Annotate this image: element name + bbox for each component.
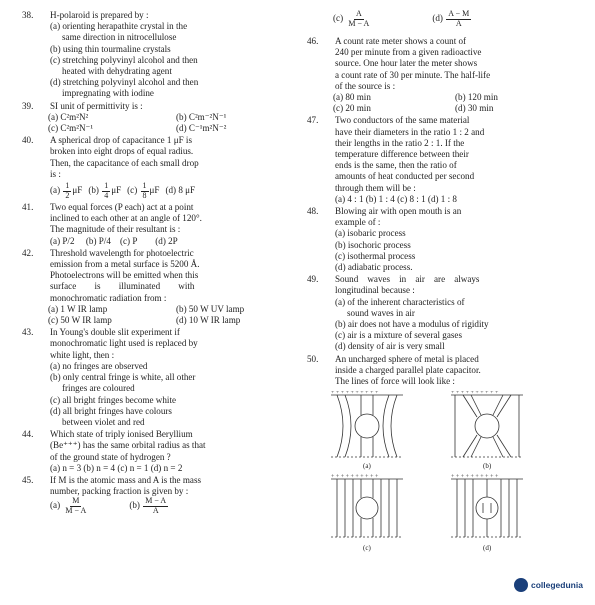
option-b: (b) C²m⁻²N⁻¹ [176, 111, 227, 122]
options-row [48, 304, 304, 315]
question-number: 50. [307, 353, 319, 364]
left-column [22, 10, 304, 516]
question-stem: SI unit of permittivity is : [50, 100, 143, 111]
question-number: 43. [22, 327, 34, 338]
question-stem: Blowing air with open mouth is an [335, 206, 462, 217]
question-stem: Threshold wavelength for photoelectric [50, 247, 194, 258]
question-stem: In Young's double slit experiment if [50, 327, 180, 338]
question-stem: have their diameters in the ratio 1 : 2 and [335, 126, 485, 137]
option-d: (d) $\frac{A - M}{A}$ [432, 9, 470, 28]
option-a: (a) $\frac{M}{M - A}$ [50, 496, 87, 515]
svg-text:+ + + + + + + + + +: + + + + + + + + + + [331, 391, 379, 397]
question-stem: Two equal forces (P each) act at a point [50, 202, 194, 213]
figure-caption: (c) [363, 544, 371, 553]
option-b: (b) isochoric process [335, 239, 411, 250]
option-b: (b) $\frac{M - A}{A}$ [129, 496, 167, 515]
options-row [48, 315, 304, 326]
question-stem: inside a charged parallel plate capacitor. [335, 364, 481, 375]
question-48 [307, 206, 577, 273]
question-stem: ends is the same, then the ratio of [335, 160, 457, 171]
figure-c [327, 473, 407, 553]
question-stem: is : [50, 168, 61, 179]
question-stem: source. One hour later the meter shows [335, 58, 478, 69]
figure-a [327, 391, 407, 471]
option-d: (d) adiabatic process. [335, 262, 413, 273]
svg-text:+ + + + + + + + + +: + + + + + + + + + + [331, 474, 379, 481]
option-b: (b) only central fringe is white, all other [50, 372, 196, 383]
option-c: (c) 20 min [333, 103, 371, 114]
question-stem: broken into eight drops of equal radius. [50, 146, 194, 157]
option-d: (d) 30 min [455, 103, 494, 114]
option-d: (d) all bright fringes have colours [50, 405, 172, 416]
options-row [48, 497, 304, 515]
question-40 [22, 135, 304, 200]
svg-text:+ + + + + + + + + +: + + + + + + + + + + [451, 474, 499, 481]
option-d: (d) 10 W IR lamp [176, 315, 241, 326]
option-a: (a) isobaric process [335, 228, 406, 239]
figure-caption: (a) [363, 462, 371, 471]
option-a: (a) C²m²N² [48, 111, 89, 122]
option-c: (c) all bright fringes become white [50, 394, 177, 405]
option-b: (b) air does not have a modulus of rigidity [335, 319, 489, 330]
question-stem: inclined to each other at an angle of 120°. [50, 213, 202, 224]
option-c: (c) stretching polyvinyl alcohol and then [50, 54, 198, 65]
option-c: (c) $\frac{1}{8}$ μF [127, 181, 160, 200]
right-column [307, 10, 577, 551]
option-b: (b) 120 min [455, 92, 498, 103]
question-number: 48. [307, 206, 319, 217]
question-stem: Photoelectrons will be emitted when this [50, 270, 199, 281]
options-row [333, 92, 577, 103]
options-row [333, 103, 577, 114]
option-d-cont: impregnating with iodine [62, 88, 154, 99]
question-stem: (Be⁺⁺⁺) has the same orbital radius as that [50, 440, 206, 451]
options-row [48, 182, 304, 200]
svg-text:+ + + + + + + + + +: + + + + + + + + + + [451, 391, 499, 397]
option-c: (c) isothermal process [335, 250, 416, 261]
option-d: (d) C⁻¹m²N⁻² [176, 123, 227, 134]
question-stem: Two conductors of the same material [335, 115, 470, 126]
question-stem: surface is illuminated with [50, 281, 195, 292]
question-stem: The lines of force will look like : [335, 376, 455, 387]
question-45-continued [307, 10, 577, 36]
option-d: (d) density of air is very small [335, 341, 445, 352]
question-stem: number, packing fraction is given by : [50, 486, 189, 497]
option-a-cont: sound waves in air [347, 307, 415, 318]
question-stem: temperature difference between their [335, 149, 469, 160]
question-stem: amounts of heat conducted per second [335, 171, 475, 182]
options-row [48, 112, 304, 123]
question-49 [307, 274, 577, 352]
question-stem: H-polaroid is prepared by : [50, 10, 149, 20]
option-c: (c) air is a mixture of several gases [335, 330, 463, 341]
question-stem: monochromatic radiation from : [50, 292, 167, 303]
option-c-cont: heated with dehydrating agent [62, 66, 172, 77]
question-stem: of the ground state of hydrogen ? [50, 451, 171, 462]
options-row: (a) P/2 (b) P/4 (c) P (d) 2P [50, 235, 178, 246]
question-number: 38. [22, 10, 34, 20]
logo-name: collegedunia [531, 580, 583, 590]
question-number: 47. [307, 115, 319, 126]
question-number: 45. [22, 474, 34, 485]
question-stem: a count rate of 30 per minute. The half-life [335, 69, 491, 80]
question-stem: 240 per minute from a given radioactive [335, 47, 482, 58]
option-a: (a) 80 min [333, 92, 371, 103]
option-b: (b) $\frac{1}{4}$ μF [88, 181, 122, 200]
question-stem: their lengths in the ratio 2 : 1. If the [335, 137, 465, 148]
option-a: (a) orienting herapathite crystal in the [50, 21, 188, 32]
question-number: 40. [22, 135, 34, 146]
question-stem: longitudinal because : [335, 285, 415, 296]
question-number: 39. [22, 100, 34, 111]
question-stem: If M is the atomic mass and A is the mass [50, 474, 202, 485]
field-line-figures [307, 391, 577, 551]
question-47 [307, 115, 577, 205]
question-stem: example of : [335, 217, 381, 228]
question-stem: monochromatic light used is replaced by [50, 338, 198, 349]
question-41 [22, 202, 304, 247]
option-a: (a) 1 W IR lamp [48, 303, 108, 314]
option-b: (b) 50 W UV lamp [176, 303, 245, 314]
question-stem: Which state of triply ionised Beryllium [50, 429, 193, 440]
figure-caption: (d) [483, 544, 492, 553]
question-stem: Sound waves in air are always [335, 274, 480, 285]
question-number: 41. [22, 202, 34, 213]
question-43 [22, 327, 304, 428]
question-stem: emission from a metal surface is 5200 Å. [50, 259, 200, 270]
question-number: 42. [22, 247, 34, 258]
question-stem: A count rate meter shows a count of [335, 36, 467, 46]
question-44 [22, 429, 304, 474]
collegedunia-logo [514, 578, 583, 592]
option-c: (c) C²m²N⁻¹ [48, 123, 94, 134]
option-b: (b) using thin tourmaline crystals [50, 43, 171, 54]
question-42 [22, 248, 304, 326]
question-stem: An uncharged sphere of metal is placed [335, 353, 479, 364]
figure-caption: (b) [483, 462, 492, 471]
question-number: 49. [307, 274, 319, 285]
option-a: (a) no fringes are observed [50, 360, 148, 371]
collegedunia-logo-icon [514, 578, 528, 592]
question-stem: The magnitude of their resultant is : [50, 224, 181, 235]
question-50 [307, 354, 577, 388]
option-a: (a) of the inherent characteristics of [335, 296, 465, 307]
option-c: (c) 50 W IR lamp [48, 315, 112, 326]
question-stem: Then, the capacitance of each small drop [50, 157, 199, 168]
question-stem: through them will be : [335, 182, 416, 193]
question-45 [22, 475, 304, 515]
question-38 [22, 10, 304, 100]
question-46 [307, 36, 577, 114]
options-row [48, 123, 304, 134]
question-stem: white light, then : [50, 349, 115, 360]
figure-d [447, 473, 527, 553]
question-stem: of the source is : [335, 80, 396, 91]
options-row: (a) 4 : 1 (b) 1 : 4 (c) 8 : 1 (d) 1 : 8 [335, 193, 457, 204]
option-b-cont: fringes are coloured [62, 383, 135, 394]
option-d: (d) stretching polyvinyl alcohol and then [50, 77, 199, 88]
figure-b [447, 391, 527, 471]
option-a-cont: same direction in nitrocellulose [62, 32, 177, 43]
option-d-cont: between violet and red [62, 416, 145, 427]
option-c: (c) $\frac{A}{M - A}$ [333, 9, 370, 28]
question-stem: A spherical drop of capacitance 1 μF is [50, 135, 192, 146]
option-d: (d) 8 μF [165, 185, 196, 196]
option-a: (a) $\frac{1}{2}$ μF [50, 181, 83, 200]
options-row: (a) n = 3 (b) n = 4 (c) n = 1 (d) n = 2 [50, 462, 183, 473]
question-number: 46. [307, 36, 319, 46]
question-39 [22, 101, 304, 135]
question-number: 44. [22, 429, 34, 440]
